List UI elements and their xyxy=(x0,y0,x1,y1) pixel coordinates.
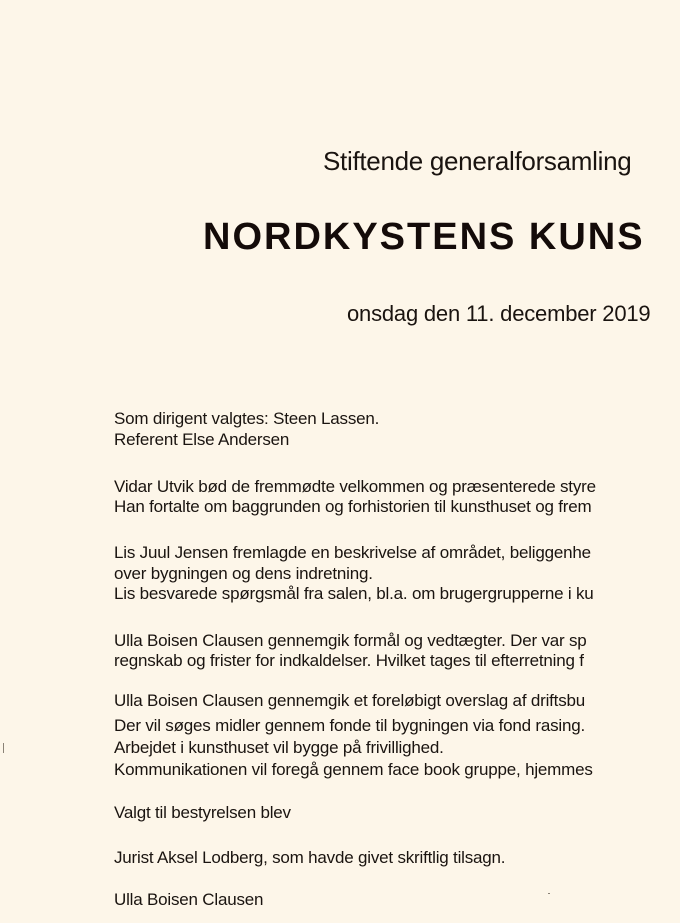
paragraph-line: Ulla Boisen Clausen gennemgik formål og vedtægter. Der var sp xyxy=(114,631,587,650)
paragraph-line: Valgt til bestyrelsen blev xyxy=(114,803,291,822)
paragraph-line: Jurist Aksel Lodberg, som havde givet skriftlig tilsagn. xyxy=(114,848,506,867)
scan-mark xyxy=(3,743,4,753)
paragraph-line: Lis Juul Jensen fremlagde en beskrivelse af området, beliggenhe xyxy=(114,543,591,562)
paragraph-line: Lis besvarede spørgsmål fra salen, bl.a. om brugergrupperne i ku xyxy=(114,584,594,603)
paragraph-line: Der vil søges midler gennem fonde til bygningen via fond rasing. xyxy=(114,716,586,735)
paragraph-line: regnskab og frister for indkaldelser. Hvilket tages til efterretning f xyxy=(114,651,584,670)
paragraph-line: Han fortalte om baggrunden og forhistorien til kunsthuset og frem xyxy=(114,497,592,516)
paragraph-line: Kommunikationen vil foregå gennem face book gruppe, hjemmes xyxy=(114,760,593,779)
paragraph-line: Ulla Boisen Clausen gennemgik et foreløbigt overslag af driftsbu xyxy=(114,691,586,710)
paragraph-line: over bygningen og dens indretning. xyxy=(114,564,373,583)
paragraph-line: Arbejdet i kunsthuset vil bygge på frivillighed. xyxy=(114,738,444,757)
document-title: NORDKYSTENS KUNS xyxy=(203,216,645,258)
paragraph-line: Vidar Utvik bød de fremmødte velkommen og præsenterede styre xyxy=(114,477,596,496)
scan-mark xyxy=(548,893,550,894)
document-subtitle: Stiftende generalforsamling xyxy=(323,146,632,176)
paragraph-line: Referent Else Andersen xyxy=(114,430,290,449)
meeting-date: onsdag den 11. december 2019 xyxy=(347,301,651,326)
paragraph-line: Ulla Boisen Clausen xyxy=(114,890,264,909)
paragraph-line: Som dirigent valgtes: Steen Lassen. xyxy=(114,409,380,428)
